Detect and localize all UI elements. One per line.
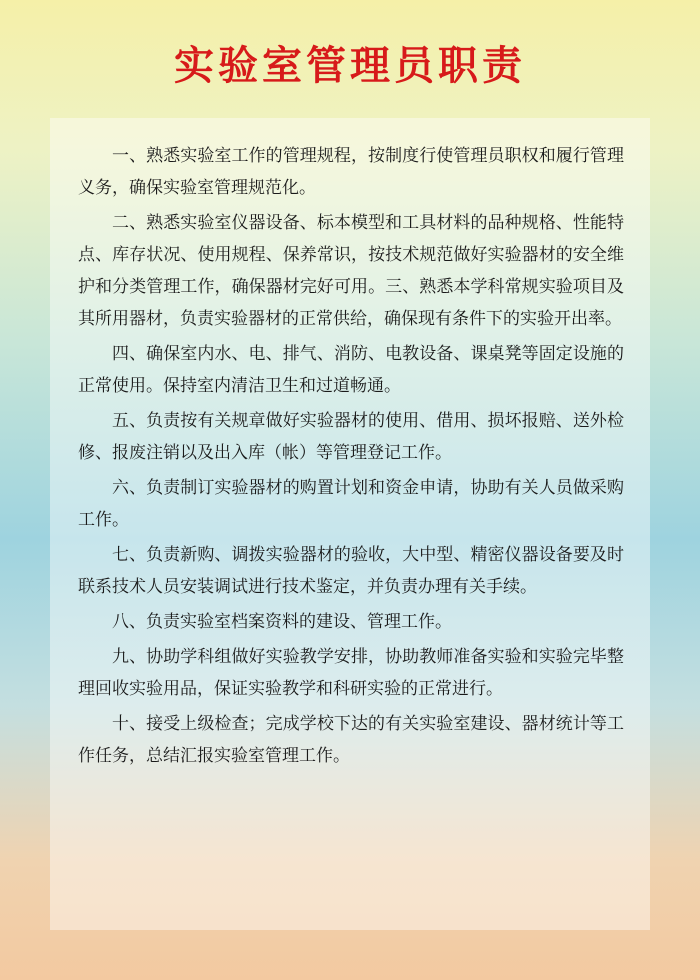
- content-panel: [50, 118, 650, 930]
- duty-item-6: 六、负责制订实验器材的购置计划和资金申请，协助有关人员做采购工作。: [78, 478, 624, 530]
- duty-list: [78, 140, 624, 772]
- poster-title: 实验室管理员职责: [174, 43, 526, 89]
- duty-item-4: 四、确保室内水、电、排气、消防、电教设备、课桌凳等固定设施的正常使用。保持室内清洁卫生和过道畅通。: [78, 344, 624, 396]
- duty-item-5: 五、负责按有关规章做好实验器材的使用、借用、损坏报赔、送外检修、报废注销以及出入库（帐）等管理登记工作。: [78, 411, 624, 463]
- duty-item-2: 二、熟悉实验室仪器设备、标本模型和工具材料的品种规格、性能特点、库存状况、使用规程、保养常识，按技术规范做好实验器材的安全维护和分类管理工作，确保器材完好可用。三、熟悉本学科常规实验项目及其所用器材，负责实验器材的正常供给，确保现有条件下的实验开出率。: [78, 213, 624, 329]
- duty-item-10: 十、接受上级检查；完成学校下达的有关实验室建设、器材统计等工作任务，总结汇报实验室管理工作。: [78, 714, 624, 766]
- duty-item-1: 一、熟悉实验室工作的管理规程，按制度行使管理员职权和履行管理义务，确保实验室管理规范化。: [78, 146, 624, 198]
- duty-item-7: 七、负责新购、调拨实验器材的验收，大中型、精密仪器设备要及时联系技术人员安装调试进行技术鉴定，并负责办理有关手续。: [78, 545, 624, 597]
- duty-item-9: 九、协助学科组做好实验教学安排，协助教师准备实验和实验完毕整理回收实验用品，保证实验教学和科研实验的正常进行。: [78, 647, 624, 699]
- duty-item-8: 八、负责实验室档案资料的建设、管理工作。: [112, 612, 452, 632]
